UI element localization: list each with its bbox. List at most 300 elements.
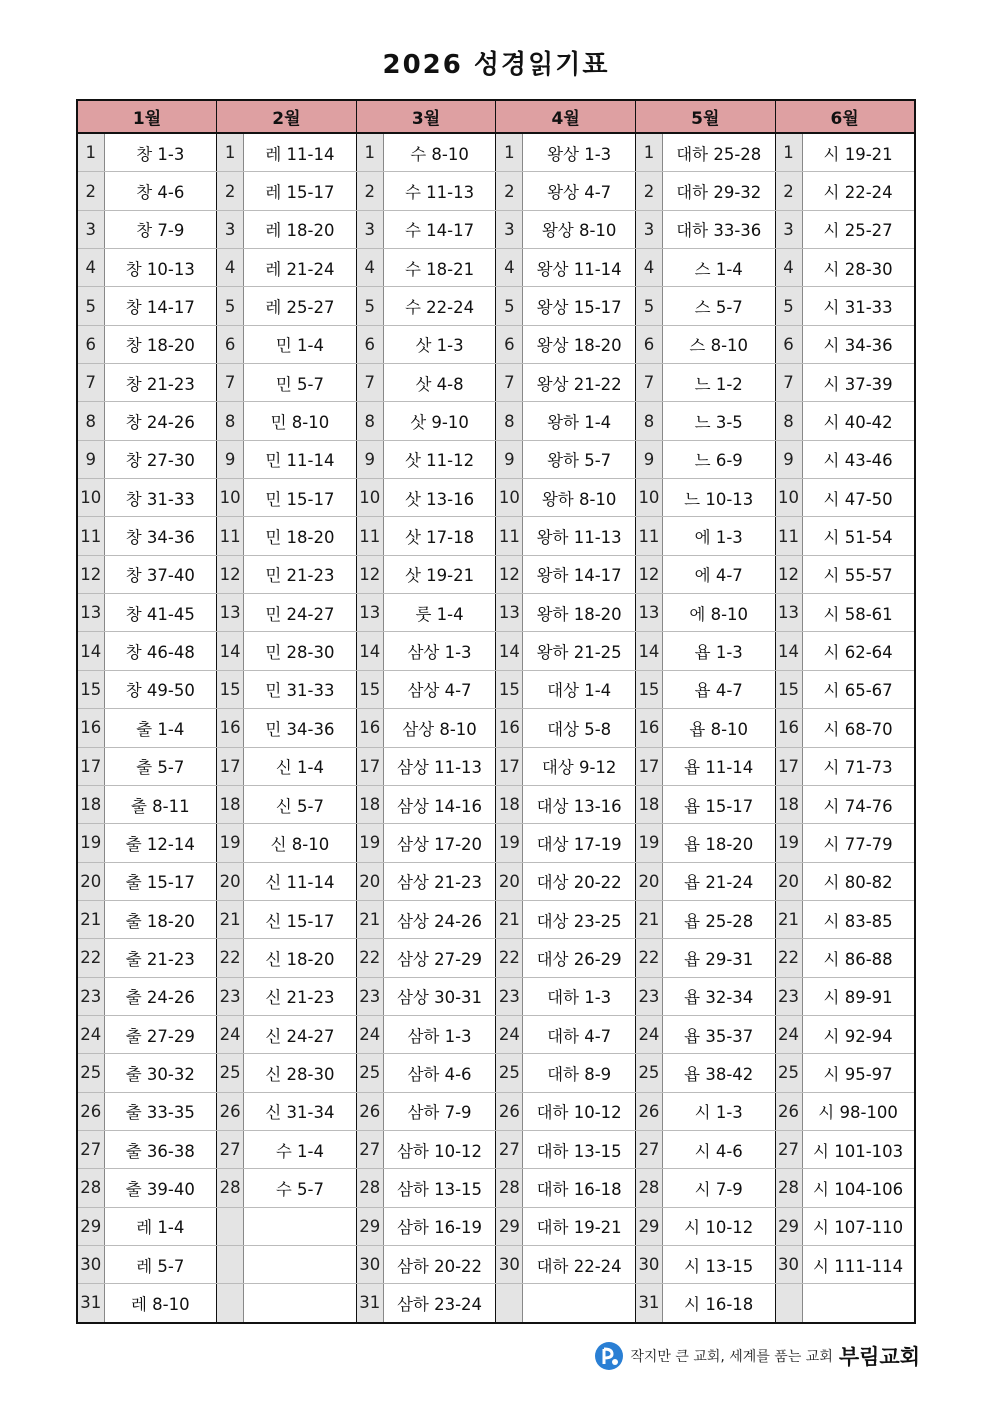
reading-cell: 시 13-15 bbox=[662, 1245, 775, 1283]
day-number: 25 bbox=[775, 1054, 802, 1092]
month-header: 6월 bbox=[775, 100, 915, 133]
day-number: 4 bbox=[77, 249, 104, 287]
reading-cell: 대하 25-28 bbox=[662, 133, 775, 172]
reading-cell: 출 27-29 bbox=[104, 1015, 217, 1053]
reading-cell: 욥 15-17 bbox=[662, 785, 775, 823]
reading-cell: 시 101-103 bbox=[802, 1130, 915, 1168]
day-number: 19 bbox=[496, 824, 523, 862]
reading-cell: 시 92-94 bbox=[802, 1015, 915, 1053]
day-number: 4 bbox=[217, 249, 244, 287]
day-number: 8 bbox=[356, 402, 383, 440]
reading-cell: 민 24-27 bbox=[244, 594, 357, 632]
day-number: 14 bbox=[356, 632, 383, 670]
reading-cell: 대하 19-21 bbox=[523, 1207, 636, 1245]
reading-cell: 출 18-20 bbox=[104, 900, 217, 938]
day-number: 27 bbox=[77, 1130, 104, 1168]
reading-cell: 출 1-4 bbox=[104, 709, 217, 747]
reading-cell: 시 31-33 bbox=[802, 287, 915, 325]
day-number: 10 bbox=[775, 479, 802, 517]
day-number: 12 bbox=[217, 555, 244, 593]
day-number: 27 bbox=[496, 1130, 523, 1168]
reading-cell: 왕하 21-25 bbox=[523, 632, 636, 670]
reading-cell: 신 24-27 bbox=[244, 1015, 357, 1053]
day-number: 1 bbox=[775, 133, 802, 172]
day-number: 20 bbox=[635, 862, 662, 900]
day-number: 13 bbox=[77, 594, 104, 632]
reading-cell bbox=[244, 1245, 357, 1283]
day-number: 20 bbox=[496, 862, 523, 900]
day-number: 8 bbox=[217, 402, 244, 440]
day-number: 18 bbox=[217, 785, 244, 823]
reading-cell: 수 5-7 bbox=[244, 1169, 357, 1207]
day-row bbox=[77, 440, 915, 478]
reading-cell: 삼상 30-31 bbox=[383, 977, 496, 1015]
reading-cell bbox=[802, 1284, 915, 1323]
day-number: 26 bbox=[775, 1092, 802, 1130]
day-number: 10 bbox=[356, 479, 383, 517]
reading-cell: 삼상 27-29 bbox=[383, 939, 496, 977]
day-number: 24 bbox=[635, 1015, 662, 1053]
reading-cell: 시 107-110 bbox=[802, 1207, 915, 1245]
reading-cell: 신 21-23 bbox=[244, 977, 357, 1015]
reading-cell: 시 98-100 bbox=[802, 1092, 915, 1130]
reading-cell: 왕상 8-10 bbox=[523, 210, 636, 248]
day-number: 6 bbox=[217, 325, 244, 363]
reading-cell: 삼하 4-6 bbox=[383, 1054, 496, 1092]
day-number: 19 bbox=[217, 824, 244, 862]
day-number: 7 bbox=[775, 364, 802, 402]
day-number: 21 bbox=[77, 900, 104, 938]
day-number: 8 bbox=[635, 402, 662, 440]
day-number: 16 bbox=[356, 709, 383, 747]
reading-cell: 창 18-20 bbox=[104, 325, 217, 363]
day-number: 19 bbox=[356, 824, 383, 862]
reading-cell: 삼하 1-3 bbox=[383, 1015, 496, 1053]
reading-cell: 대상 20-22 bbox=[523, 862, 636, 900]
day-number: 30 bbox=[635, 1245, 662, 1283]
reading-cell: 민 18-20 bbox=[244, 517, 357, 555]
day-number: 14 bbox=[217, 632, 244, 670]
reading-cell: 민 11-14 bbox=[244, 440, 357, 478]
page-title: 2026 성경읽기표 bbox=[382, 50, 610, 80]
day-row bbox=[77, 1284, 915, 1323]
reading-cell: 왕하 1-4 bbox=[523, 402, 636, 440]
day-number: 5 bbox=[635, 287, 662, 325]
day-number: 29 bbox=[775, 1207, 802, 1245]
reading-cell: 대상 17-19 bbox=[523, 824, 636, 862]
day-number: 29 bbox=[635, 1207, 662, 1245]
reading-cell: 레 5-7 bbox=[104, 1245, 217, 1283]
day-row bbox=[77, 402, 915, 440]
reading-cell: 삼상 17-20 bbox=[383, 824, 496, 862]
day-number: 17 bbox=[635, 747, 662, 785]
day-number: 10 bbox=[496, 479, 523, 517]
day-number: 6 bbox=[775, 325, 802, 363]
day-number: 15 bbox=[217, 670, 244, 708]
reading-cell: 대하 22-24 bbox=[523, 1245, 636, 1283]
reading-cell: 룻 1-4 bbox=[383, 594, 496, 632]
reading-cell: 대상 9-12 bbox=[523, 747, 636, 785]
day-number: 10 bbox=[77, 479, 104, 517]
day-number: 31 bbox=[356, 1284, 383, 1323]
reading-cell: 시 43-46 bbox=[802, 440, 915, 478]
day-row bbox=[77, 939, 915, 977]
day-number: 17 bbox=[775, 747, 802, 785]
day-number: 28 bbox=[496, 1169, 523, 1207]
reading-cell: 출 8-11 bbox=[104, 785, 217, 823]
day-number: 30 bbox=[496, 1245, 523, 1283]
reading-cell: 대하 8-9 bbox=[523, 1054, 636, 1092]
day-number: 9 bbox=[496, 440, 523, 478]
reading-cell: 시 68-70 bbox=[802, 709, 915, 747]
day-number: 22 bbox=[217, 939, 244, 977]
reading-cell: 왕하 14-17 bbox=[523, 555, 636, 593]
reading-cell: 욥 38-42 bbox=[662, 1054, 775, 1092]
day-number: 4 bbox=[356, 249, 383, 287]
day-number: 23 bbox=[356, 977, 383, 1015]
day-number: 28 bbox=[77, 1169, 104, 1207]
reading-cell: 시 16-18 bbox=[662, 1284, 775, 1323]
day-number: 31 bbox=[77, 1284, 104, 1323]
day-row bbox=[77, 517, 915, 555]
day-number: 19 bbox=[77, 824, 104, 862]
church-name: 부림교회 bbox=[838, 1345, 920, 1369]
reading-cell: 수 1-4 bbox=[244, 1130, 357, 1168]
day-number: 1 bbox=[77, 133, 104, 172]
day-number: 7 bbox=[635, 364, 662, 402]
reading-cell: 욥 21-24 bbox=[662, 862, 775, 900]
reading-cell: 왕하 18-20 bbox=[523, 594, 636, 632]
reading-cell: 창 10-13 bbox=[104, 249, 217, 287]
reading-cell: 대상 23-25 bbox=[523, 900, 636, 938]
reading-cell: 시 25-27 bbox=[802, 210, 915, 248]
reading-cell: 스 1-4 bbox=[662, 249, 775, 287]
day-number: 29 bbox=[356, 1207, 383, 1245]
reading-cell: 신 31-34 bbox=[244, 1092, 357, 1130]
day-number: 18 bbox=[356, 785, 383, 823]
day-number: 3 bbox=[496, 210, 523, 248]
reading-cell: 삼하 16-19 bbox=[383, 1207, 496, 1245]
day-row bbox=[77, 479, 915, 517]
day-number: 21 bbox=[635, 900, 662, 938]
reading-cell: 시 65-67 bbox=[802, 670, 915, 708]
reading-cell: 에 4-7 bbox=[662, 555, 775, 593]
month-header: 3월 bbox=[356, 100, 496, 133]
reading-cell: 레 11-14 bbox=[244, 133, 357, 172]
day-number: 1 bbox=[356, 133, 383, 172]
reading-cell: 삿 19-21 bbox=[383, 555, 496, 593]
reading-cell: 수 8-10 bbox=[383, 133, 496, 172]
reading-cell: 시 83-85 bbox=[802, 900, 915, 938]
day-number: 2 bbox=[356, 172, 383, 210]
day-number: 2 bbox=[775, 172, 802, 210]
day-row bbox=[77, 824, 915, 862]
day-number: 6 bbox=[496, 325, 523, 363]
day-number: 5 bbox=[775, 287, 802, 325]
day-number: 27 bbox=[356, 1130, 383, 1168]
reading-cell: 느 3-5 bbox=[662, 402, 775, 440]
day-number: 13 bbox=[356, 594, 383, 632]
reading-cell: 시 19-21 bbox=[802, 133, 915, 172]
reading-cell: 대하 4-7 bbox=[523, 1015, 636, 1053]
day-row bbox=[77, 594, 915, 632]
reading-cell: 스 5-7 bbox=[662, 287, 775, 325]
reading-cell: 신 1-4 bbox=[244, 747, 357, 785]
day-number: 16 bbox=[217, 709, 244, 747]
day-number: 16 bbox=[635, 709, 662, 747]
day-number: 26 bbox=[635, 1092, 662, 1130]
day-number: 23 bbox=[496, 977, 523, 1015]
day-number: 23 bbox=[775, 977, 802, 1015]
day-row bbox=[77, 172, 915, 210]
day-number: 25 bbox=[77, 1054, 104, 1092]
day-number: 4 bbox=[775, 249, 802, 287]
day-row bbox=[77, 1169, 915, 1207]
day-number: 17 bbox=[496, 747, 523, 785]
day-number: 3 bbox=[356, 210, 383, 248]
reading-plan-table bbox=[76, 99, 916, 1324]
reading-cell: 욥 4-7 bbox=[662, 670, 775, 708]
reading-cell: 욥 35-37 bbox=[662, 1015, 775, 1053]
day-number: 15 bbox=[775, 670, 802, 708]
reading-cell: 창 41-45 bbox=[104, 594, 217, 632]
day-number: 10 bbox=[635, 479, 662, 517]
day-number: 12 bbox=[77, 555, 104, 593]
reading-cell: 삼하 20-22 bbox=[383, 1245, 496, 1283]
empty-day-cell bbox=[217, 1207, 244, 1245]
reading-cell: 대하 16-18 bbox=[523, 1169, 636, 1207]
reading-cell: 삼상 24-26 bbox=[383, 900, 496, 938]
reading-cell: 대상 13-16 bbox=[523, 785, 636, 823]
reading-cell: 시 7-9 bbox=[662, 1169, 775, 1207]
reading-cell: 삼상 14-16 bbox=[383, 785, 496, 823]
day-number: 25 bbox=[496, 1054, 523, 1092]
day-number: 9 bbox=[217, 440, 244, 478]
reading-cell: 시 10-12 bbox=[662, 1207, 775, 1245]
day-row bbox=[77, 747, 915, 785]
reading-cell: 수 14-17 bbox=[383, 210, 496, 248]
day-number: 19 bbox=[775, 824, 802, 862]
reading-cell: 욥 8-10 bbox=[662, 709, 775, 747]
day-number: 7 bbox=[217, 364, 244, 402]
day-number: 11 bbox=[356, 517, 383, 555]
day-number: 2 bbox=[217, 172, 244, 210]
reading-cell: 창 34-36 bbox=[104, 517, 217, 555]
day-number: 9 bbox=[356, 440, 383, 478]
day-number: 25 bbox=[217, 1054, 244, 1092]
day-number: 20 bbox=[217, 862, 244, 900]
day-number: 6 bbox=[635, 325, 662, 363]
reading-cell: 시 4-6 bbox=[662, 1130, 775, 1168]
reading-cell: 왕상 4-7 bbox=[523, 172, 636, 210]
day-number: 27 bbox=[217, 1130, 244, 1168]
day-row bbox=[77, 862, 915, 900]
day-number: 7 bbox=[356, 364, 383, 402]
reading-cell: 시 1-3 bbox=[662, 1092, 775, 1130]
reading-cell: 시 74-76 bbox=[802, 785, 915, 823]
reading-cell: 삼상 21-23 bbox=[383, 862, 496, 900]
day-number: 22 bbox=[635, 939, 662, 977]
reading-cell: 삿 1-3 bbox=[383, 325, 496, 363]
day-number: 26 bbox=[77, 1092, 104, 1130]
day-number: 12 bbox=[635, 555, 662, 593]
month-header: 5월 bbox=[635, 100, 775, 133]
reading-cell: 창 24-26 bbox=[104, 402, 217, 440]
day-number: 12 bbox=[356, 555, 383, 593]
reading-cell: 대상 1-4 bbox=[523, 670, 636, 708]
day-number: 16 bbox=[77, 709, 104, 747]
day-number: 16 bbox=[775, 709, 802, 747]
day-row bbox=[77, 709, 915, 747]
day-number: 23 bbox=[217, 977, 244, 1015]
month-header-row bbox=[77, 100, 915, 133]
reading-cell: 시 77-79 bbox=[802, 824, 915, 862]
reading-cell: 민 1-4 bbox=[244, 325, 357, 363]
reading-cell: 출 15-17 bbox=[104, 862, 217, 900]
reading-cell: 민 8-10 bbox=[244, 402, 357, 440]
reading-cell: 시 95-97 bbox=[802, 1054, 915, 1092]
day-row bbox=[77, 364, 915, 402]
reading-cell: 삿 4-8 bbox=[383, 364, 496, 402]
reading-cell bbox=[244, 1284, 357, 1323]
day-number: 29 bbox=[77, 1207, 104, 1245]
reading-cell: 민 15-17 bbox=[244, 479, 357, 517]
reading-cell: 시 40-42 bbox=[802, 402, 915, 440]
reading-cell: 욥 29-31 bbox=[662, 939, 775, 977]
month-header: 4월 bbox=[496, 100, 636, 133]
reading-cell: 삼하 10-12 bbox=[383, 1130, 496, 1168]
day-number: 12 bbox=[775, 555, 802, 593]
day-number: 13 bbox=[635, 594, 662, 632]
reading-cell: 출 24-26 bbox=[104, 977, 217, 1015]
day-number: 24 bbox=[496, 1015, 523, 1053]
day-number: 30 bbox=[356, 1245, 383, 1283]
reading-cell: 출 33-35 bbox=[104, 1092, 217, 1130]
reading-cell: 삿 13-16 bbox=[383, 479, 496, 517]
day-row bbox=[77, 555, 915, 593]
day-number: 11 bbox=[77, 517, 104, 555]
day-number: 18 bbox=[775, 785, 802, 823]
reading-cell: 시 86-88 bbox=[802, 939, 915, 977]
reading-cell: 출 21-23 bbox=[104, 939, 217, 977]
reading-cell: 왕하 5-7 bbox=[523, 440, 636, 478]
day-number: 31 bbox=[635, 1284, 662, 1323]
reading-cell: 레 18-20 bbox=[244, 210, 357, 248]
reading-cell: 에 1-3 bbox=[662, 517, 775, 555]
day-number: 6 bbox=[356, 325, 383, 363]
day-row bbox=[77, 1015, 915, 1053]
reading-cell: 시 62-64 bbox=[802, 632, 915, 670]
reading-cell: 욥 1-3 bbox=[662, 632, 775, 670]
reading-cell: 왕하 11-13 bbox=[523, 517, 636, 555]
reading-cell: 왕상 1-3 bbox=[523, 133, 636, 172]
reading-cell: 레 1-4 bbox=[104, 1207, 217, 1245]
day-number: 1 bbox=[635, 133, 662, 172]
day-row bbox=[77, 1207, 915, 1245]
reading-cell: 삼상 8-10 bbox=[383, 709, 496, 747]
day-row bbox=[77, 670, 915, 708]
reading-cell: 출 12-14 bbox=[104, 824, 217, 862]
day-row bbox=[77, 900, 915, 938]
day-number: 20 bbox=[775, 862, 802, 900]
reading-cell: 왕상 15-17 bbox=[523, 287, 636, 325]
day-number: 9 bbox=[775, 440, 802, 478]
day-number: 22 bbox=[77, 939, 104, 977]
reading-cell: 시 89-91 bbox=[802, 977, 915, 1015]
reading-cell: 에 8-10 bbox=[662, 594, 775, 632]
day-number: 11 bbox=[775, 517, 802, 555]
reading-cell: 민 5-7 bbox=[244, 364, 357, 402]
reading-cell: 삼상 11-13 bbox=[383, 747, 496, 785]
day-number: 14 bbox=[77, 632, 104, 670]
day-number: 21 bbox=[217, 900, 244, 938]
day-number: 26 bbox=[496, 1092, 523, 1130]
day-number: 30 bbox=[775, 1245, 802, 1283]
reading-cell: 시 47-50 bbox=[802, 479, 915, 517]
day-number: 8 bbox=[77, 402, 104, 440]
reading-cell: 대하 13-15 bbox=[523, 1130, 636, 1168]
reading-cell: 삼하 7-9 bbox=[383, 1092, 496, 1130]
reading-cell: 민 28-30 bbox=[244, 632, 357, 670]
reading-cell: 시 111-114 bbox=[802, 1245, 915, 1283]
day-number: 3 bbox=[635, 210, 662, 248]
reading-cell: 욥 25-28 bbox=[662, 900, 775, 938]
reading-cell: 시 80-82 bbox=[802, 862, 915, 900]
reading-cell: 대하 10-12 bbox=[523, 1092, 636, 1130]
reading-cell: 시 55-57 bbox=[802, 555, 915, 593]
reading-cell: 창 1-3 bbox=[104, 133, 217, 172]
reading-cell: 삼상 4-7 bbox=[383, 670, 496, 708]
reading-cell: 대하 29-32 bbox=[662, 172, 775, 210]
day-number: 5 bbox=[217, 287, 244, 325]
reading-cell: 시 34-36 bbox=[802, 325, 915, 363]
reading-cell: 신 28-30 bbox=[244, 1054, 357, 1092]
reading-cell: 스 8-10 bbox=[662, 325, 775, 363]
reading-cell: 왕하 8-10 bbox=[523, 479, 636, 517]
month-header: 2월 bbox=[217, 100, 357, 133]
reading-cell: 삼상 1-3 bbox=[383, 632, 496, 670]
reading-cell: 레 25-27 bbox=[244, 287, 357, 325]
day-number: 13 bbox=[775, 594, 802, 632]
reading-cell bbox=[523, 1284, 636, 1323]
month-header: 1월 bbox=[77, 100, 217, 133]
reading-cell: 시 28-30 bbox=[802, 249, 915, 287]
reading-cell: 출 36-38 bbox=[104, 1130, 217, 1168]
day-number: 20 bbox=[356, 862, 383, 900]
day-row bbox=[77, 325, 915, 363]
day-number: 15 bbox=[496, 670, 523, 708]
day-number: 24 bbox=[77, 1015, 104, 1053]
day-number: 22 bbox=[775, 939, 802, 977]
reading-cell: 수 18-21 bbox=[383, 249, 496, 287]
day-number: 15 bbox=[635, 670, 662, 708]
day-number: 24 bbox=[356, 1015, 383, 1053]
day-row bbox=[77, 1054, 915, 1092]
day-number: 24 bbox=[217, 1015, 244, 1053]
day-number: 27 bbox=[775, 1130, 802, 1168]
day-number: 13 bbox=[496, 594, 523, 632]
reading-cell: 신 15-17 bbox=[244, 900, 357, 938]
reading-cell: 창 14-17 bbox=[104, 287, 217, 325]
day-number: 24 bbox=[775, 1015, 802, 1053]
day-number: 4 bbox=[635, 249, 662, 287]
reading-cell: 창 37-40 bbox=[104, 555, 217, 593]
reading-cell: 시 37-39 bbox=[802, 364, 915, 402]
church-logo-icon bbox=[594, 1341, 624, 1371]
empty-day-cell bbox=[496, 1284, 523, 1323]
day-number: 29 bbox=[496, 1207, 523, 1245]
day-number: 14 bbox=[635, 632, 662, 670]
